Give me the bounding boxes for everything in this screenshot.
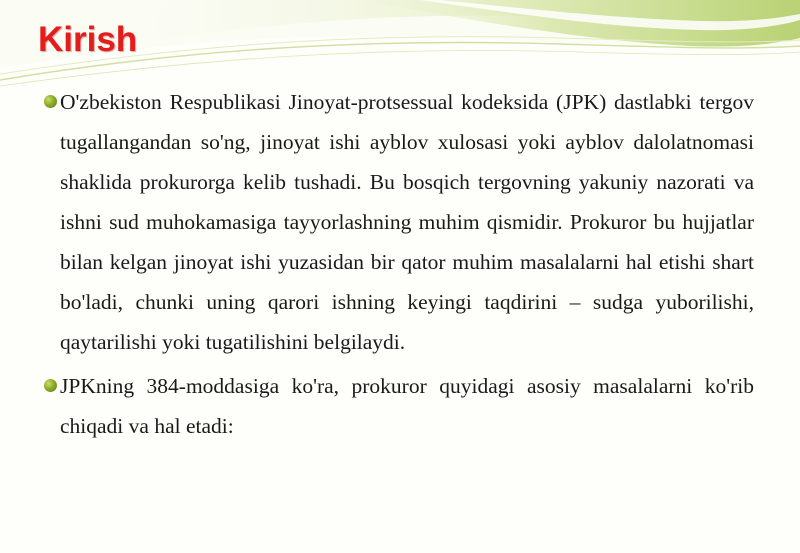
- bullet-dot-icon: [44, 379, 57, 392]
- bullet-text: JPKning 384-moddasiga ko'ra, prokuror quyidagi asosiy masalalarni ko'rib chiqadi va hal etadi:: [60, 374, 754, 438]
- bullet-item: [40, 82, 754, 362]
- bullet-text: O'zbekiston Respublikasi Jinoyat-protsessual kodeksida (JPK) dastlabki tergov tugallangandan so'ng, jinoyat ishi ayblov xulosasi yoki ayblov dalolatnomasi shaklida prokurorga kelib tushadi. Bu bosqich tergovning yakuniy nazorati va ishni sud muhokamasiga tayyorlashning muhim qismidir. Prokuror bu hujjatlar bilan kelgan jinoyat ishi yuzasidan bir qator muhim masalalarni hal etishi shart bo'ladi, chunki uning qarori ishning keyingi taqdirini – sudga yuborilishi, qaytarilishi yoki tugatilishini belgilaydi.: [60, 90, 754, 354]
- bullet-dot-icon: [44, 95, 57, 108]
- bullet-item: [40, 366, 754, 446]
- slide-title: Kirish: [38, 20, 138, 59]
- bullet-list: [40, 82, 754, 450]
